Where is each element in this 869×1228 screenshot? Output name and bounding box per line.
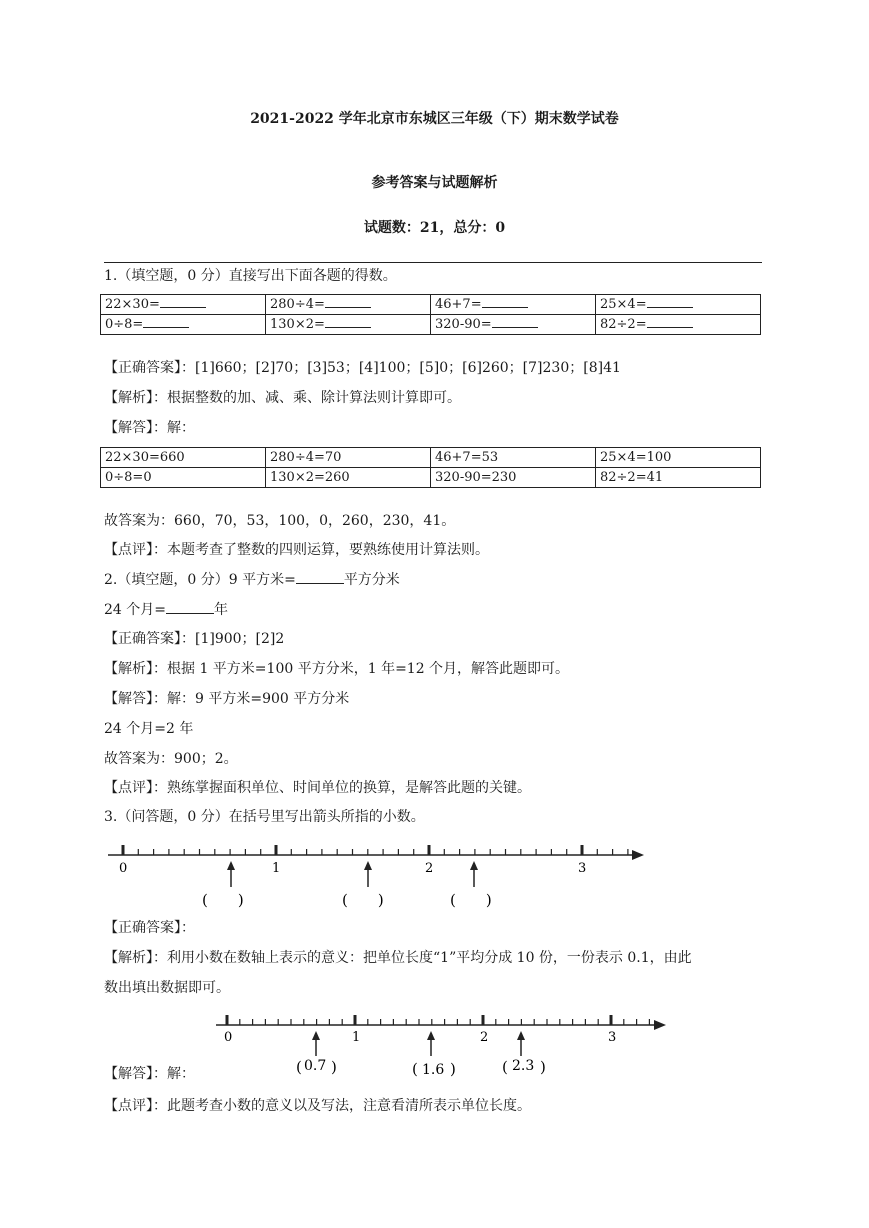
table-cell: 25×4=	[596, 295, 761, 315]
q3-solution-label: 【解答】：解：	[104, 1066, 195, 1082]
axis-label: 1	[272, 861, 281, 876]
page-subtitle: 参考答案与试题解析	[371, 175, 498, 191]
answer-parentheses: ( )	[450, 891, 492, 909]
q1-final-answer: 故答案为：660，70，53，100，0，260，230，41。	[104, 513, 456, 529]
table-cell: 130×2=	[266, 315, 431, 335]
q2-analysis: 【解析】：根据 1 平方米=100 平方分米，1 年=12 个月，解答此题即可。	[104, 661, 570, 677]
table-cell: 130×2=260	[266, 468, 431, 488]
q1-correct-answer: 【正确答案】：[1]660；[2]70；[3]53；[4]100；[5]0；[6]260；[7]230；[8]41	[104, 360, 621, 376]
table-cell: 46+7=	[431, 295, 596, 315]
q1-question-table	[100, 294, 761, 335]
q3-comment: 【点评】：此题考查小数的意义以及写法，注意看清所表示单位长度。	[104, 1098, 531, 1114]
paren-close: )	[540, 1058, 546, 1076]
up-arrow-icon	[470, 861, 478, 887]
q2-stem-b: 24 个月= 年	[104, 602, 228, 618]
q2-stem: 2.（填空题，0 分）9 平方米= 平方分米	[104, 572, 400, 588]
answer-value: 2.3	[512, 1058, 535, 1074]
axis-label: 1	[352, 1030, 361, 1045]
q2-solution-2: 24 个月=2 年	[104, 721, 194, 737]
q2-final-answer: 故答案为：900；2。	[104, 751, 238, 767]
table-cell: 320-90=230	[431, 468, 596, 488]
header-divider	[104, 262, 762, 263]
q1-analysis: 【解析】：根据整数的加、减、乘、除计算法则计算即可。	[104, 390, 461, 406]
paren-open: (	[502, 1058, 508, 1076]
axis-label: 0	[119, 861, 128, 876]
q3-correct-answer: 【正确答案】：	[104, 920, 195, 936]
q2-solution: 【解答】：解：9 平方米=900 平方分米	[104, 691, 350, 707]
table-row	[101, 295, 761, 315]
q2-comment: 【点评】：熟练掌握面积单位、时间单位的换算，是解答此题的关键。	[104, 780, 531, 796]
axis-arrowhead-icon	[654, 1020, 666, 1030]
paren-close: )	[450, 1060, 456, 1078]
axis-arrowhead-icon	[632, 850, 644, 860]
table-cell: 46+7=53	[431, 448, 596, 468]
table-cell: 280÷4=70	[266, 448, 431, 468]
axis-label: 2	[480, 1030, 489, 1045]
up-arrow-icon	[227, 861, 235, 887]
table-cell: 0÷8=	[101, 315, 266, 335]
up-arrow-icon	[517, 1031, 525, 1056]
table-cell: 280÷4=	[266, 295, 431, 315]
q3-number-line-question	[100, 835, 660, 915]
answer-parentheses: ( )	[202, 891, 244, 909]
q3-analysis-cont: 数出填出数据即可。	[104, 980, 230, 996]
page-title: 2021-2022 学年北京市东城区三年级（下）期末数学试卷	[250, 111, 619, 127]
table-row	[101, 315, 761, 335]
answer-value: 1.6	[422, 1062, 445, 1078]
q1-stem: 1.（填空题，0 分）直接写出下面各题的得数。	[104, 268, 397, 284]
q1-comment: 【点评】：本题考查了整数的四则运算，要熟练使用计算法则。	[104, 542, 489, 558]
table-row	[101, 448, 761, 468]
table-cell: 25×4=100	[596, 448, 761, 468]
table-row	[101, 468, 761, 488]
paren-open: (	[412, 1060, 418, 1078]
up-arrow-icon	[312, 1031, 320, 1056]
table-cell: 82÷2=	[596, 315, 761, 335]
paren-open: (	[296, 1058, 302, 1076]
q3-number-line-solution	[210, 1000, 680, 1080]
table-cell: 82÷2=41	[596, 468, 761, 488]
table-cell: 0÷8=0	[101, 468, 266, 488]
axis-label: 3	[608, 1030, 617, 1045]
exam-summary: 试题数：21，总分：0	[363, 220, 506, 236]
answer-parentheses: ( )	[342, 891, 384, 909]
table-cell: 22×30=660	[101, 448, 266, 468]
table-cell: 22×30=	[101, 295, 266, 315]
up-arrow-icon	[364, 861, 372, 887]
table-cell: 320-90=	[431, 315, 596, 335]
q2-correct-answer: 【正确答案】：[1]900；[2]2	[104, 631, 285, 647]
q1-solution-table	[100, 447, 761, 488]
answer-value: 0.7	[304, 1058, 327, 1074]
paren-close: )	[331, 1058, 337, 1076]
axis-label: 2	[425, 861, 434, 876]
axis-label: 3	[578, 861, 587, 876]
q3-analysis: 【解析】：利用小数在数轴上表示的意义：把单位长度“1”平均分成 10 份，一份表示 0.1，由此	[104, 950, 692, 966]
q1-solution-label: 【解答】：解：	[104, 420, 195, 436]
up-arrow-icon	[427, 1031, 435, 1056]
q3-stem: 3.（问答题，0 分）在括号里写出箭头所指的小数。	[104, 809, 425, 825]
axis-label: 0	[224, 1030, 233, 1045]
